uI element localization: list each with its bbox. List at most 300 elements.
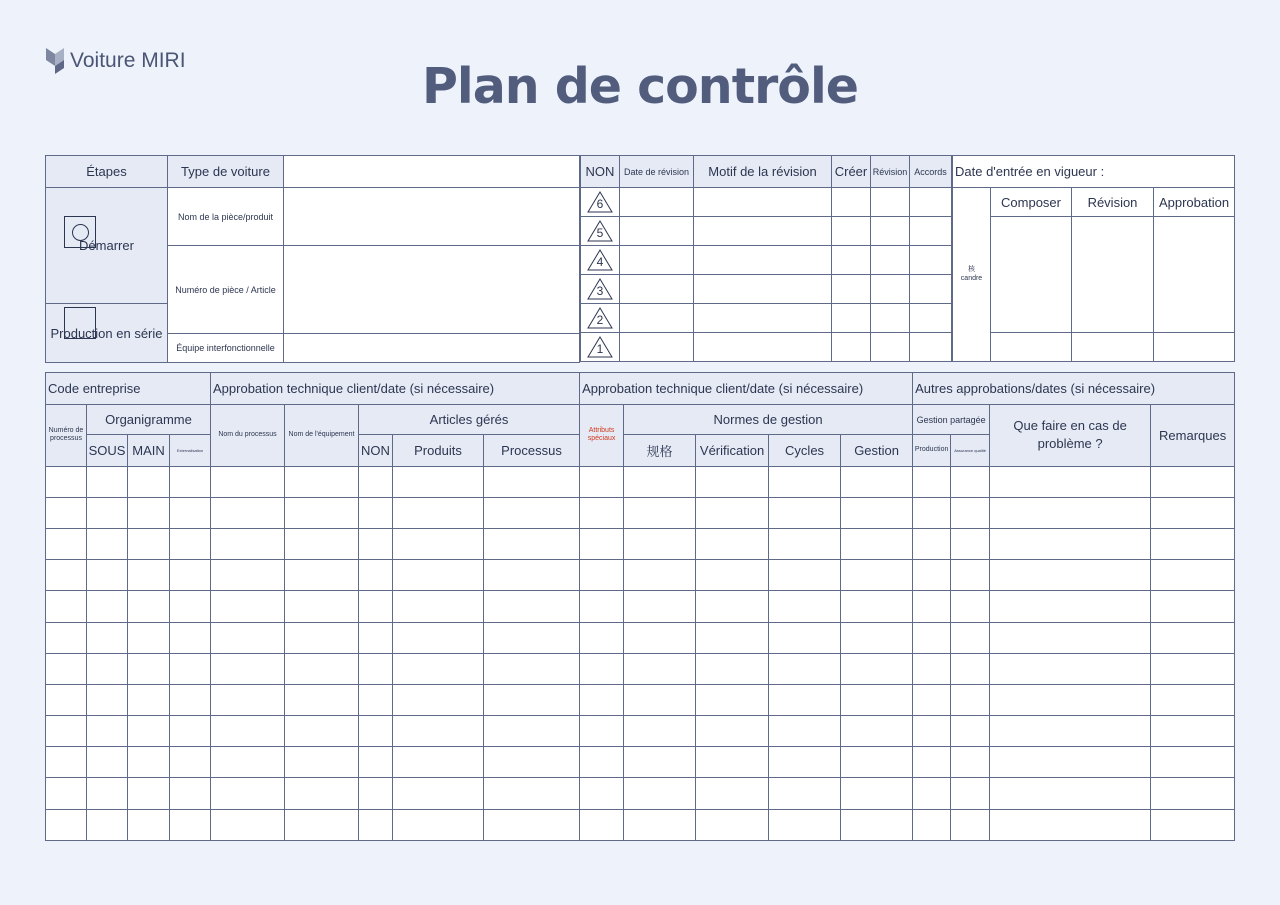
table-cell[interactable] bbox=[580, 684, 624, 715]
table-cell[interactable] bbox=[128, 778, 170, 809]
table-cell[interactable] bbox=[696, 560, 769, 591]
table-cell[interactable] bbox=[211, 778, 285, 809]
table-cell[interactable] bbox=[769, 497, 841, 528]
table-cell[interactable] bbox=[87, 716, 128, 747]
table-cell[interactable] bbox=[46, 747, 87, 778]
table-cell[interactable] bbox=[484, 684, 580, 715]
table-cell[interactable] bbox=[393, 497, 484, 528]
table-cell[interactable] bbox=[696, 528, 769, 559]
triangle-icon bbox=[587, 278, 613, 300]
table-cell[interactable] bbox=[769, 809, 841, 840]
revision-date[interactable] bbox=[1072, 333, 1154, 362]
approval-date[interactable] bbox=[1154, 333, 1235, 362]
table-cell[interactable] bbox=[951, 653, 990, 684]
table-cell[interactable] bbox=[696, 653, 769, 684]
table-cell[interactable] bbox=[484, 466, 580, 497]
table-cell[interactable] bbox=[87, 809, 128, 840]
table-cell[interactable] bbox=[285, 560, 359, 591]
revision-cell[interactable] bbox=[910, 217, 952, 246]
table-cell[interactable] bbox=[87, 684, 128, 715]
revision-cell[interactable] bbox=[694, 217, 832, 246]
table-cell[interactable] bbox=[624, 653, 696, 684]
revision-cell[interactable] bbox=[910, 333, 952, 362]
revision-cell[interactable] bbox=[832, 246, 871, 275]
table-cell[interactable] bbox=[87, 747, 128, 778]
table-cell[interactable] bbox=[128, 747, 170, 778]
step-series-cell bbox=[46, 304, 168, 363]
table-row bbox=[46, 684, 1235, 715]
revision-cell[interactable] bbox=[694, 246, 832, 275]
revision-cell[interactable] bbox=[910, 246, 952, 275]
table-cell[interactable] bbox=[951, 591, 990, 622]
managed-items-header: Articles gérés bbox=[359, 405, 580, 435]
table-cell[interactable] bbox=[951, 497, 990, 528]
table-cell[interactable] bbox=[913, 528, 951, 559]
table-cell[interactable] bbox=[170, 684, 211, 715]
table-cell[interactable] bbox=[696, 466, 769, 497]
table-cell[interactable] bbox=[769, 622, 841, 653]
revision-cell[interactable] bbox=[871, 188, 910, 217]
table-cell[interactable] bbox=[580, 497, 624, 528]
table-cell[interactable] bbox=[624, 497, 696, 528]
table-cell[interactable] bbox=[87, 591, 128, 622]
table-cell[interactable] bbox=[990, 684, 1151, 715]
table-cell[interactable] bbox=[951, 809, 990, 840]
table-cell[interactable] bbox=[951, 684, 990, 715]
revision-cell[interactable] bbox=[694, 275, 832, 304]
car-type-label: Type de voiture bbox=[168, 156, 284, 188]
step-start-cell bbox=[46, 188, 168, 304]
table-cell[interactable] bbox=[87, 653, 128, 684]
table-cell[interactable] bbox=[359, 466, 393, 497]
revision-cell[interactable] bbox=[871, 304, 910, 333]
table-cell[interactable] bbox=[624, 716, 696, 747]
table-cell[interactable] bbox=[393, 528, 484, 559]
table-cell[interactable] bbox=[46, 653, 87, 684]
revision-number-cell bbox=[581, 275, 620, 304]
table-cell[interactable] bbox=[211, 622, 285, 653]
table-cell[interactable] bbox=[913, 747, 951, 778]
table-cell[interactable] bbox=[951, 560, 990, 591]
sous-header: SOUS bbox=[87, 435, 128, 466]
table-cell[interactable] bbox=[46, 716, 87, 747]
revision-number-cell bbox=[581, 333, 620, 362]
revision-cell[interactable] bbox=[620, 188, 694, 217]
table-cell[interactable] bbox=[580, 653, 624, 684]
processes-header: Processus bbox=[484, 435, 580, 466]
revision-cell[interactable] bbox=[871, 275, 910, 304]
table-cell[interactable] bbox=[46, 591, 87, 622]
table-cell[interactable] bbox=[1151, 809, 1235, 840]
table-cell[interactable] bbox=[696, 497, 769, 528]
revision-cell[interactable] bbox=[871, 333, 910, 362]
table-cell[interactable] bbox=[128, 684, 170, 715]
table-cell[interactable] bbox=[87, 528, 128, 559]
table-cell[interactable] bbox=[170, 716, 211, 747]
table-cell[interactable] bbox=[1151, 528, 1235, 559]
table-cell[interactable] bbox=[841, 622, 913, 653]
table-cell[interactable] bbox=[841, 591, 913, 622]
table-cell[interactable] bbox=[484, 591, 580, 622]
table-cell[interactable] bbox=[393, 809, 484, 840]
table-cell[interactable] bbox=[285, 809, 359, 840]
table-cell[interactable] bbox=[211, 591, 285, 622]
table-cell[interactable] bbox=[624, 560, 696, 591]
table-row bbox=[46, 591, 1235, 622]
table-cell[interactable] bbox=[128, 809, 170, 840]
part-number-field[interactable] bbox=[284, 246, 580, 334]
table-cell[interactable] bbox=[128, 528, 170, 559]
table-cell[interactable] bbox=[624, 778, 696, 809]
table-cell[interactable] bbox=[128, 466, 170, 497]
table-row bbox=[46, 778, 1235, 809]
table-cell[interactable] bbox=[1151, 560, 1235, 591]
table-cell[interactable] bbox=[913, 684, 951, 715]
table-cell[interactable] bbox=[359, 591, 393, 622]
table-cell[interactable] bbox=[211, 560, 285, 591]
table-cell[interactable] bbox=[393, 716, 484, 747]
approval-signature[interactable] bbox=[1154, 217, 1235, 333]
table-cell[interactable] bbox=[913, 716, 951, 747]
table-cell[interactable] bbox=[87, 560, 128, 591]
revision-cell[interactable] bbox=[871, 217, 910, 246]
table-cell[interactable] bbox=[46, 560, 87, 591]
table-cell[interactable] bbox=[393, 622, 484, 653]
table-cell[interactable] bbox=[46, 778, 87, 809]
table-cell[interactable] bbox=[484, 560, 580, 591]
table-cell[interactable] bbox=[285, 497, 359, 528]
table-cell[interactable] bbox=[46, 528, 87, 559]
table-cell[interactable] bbox=[696, 591, 769, 622]
table-cell[interactable] bbox=[769, 528, 841, 559]
table-cell[interactable] bbox=[990, 747, 1151, 778]
table-cell[interactable] bbox=[769, 716, 841, 747]
table-cell[interactable] bbox=[393, 747, 484, 778]
revision-cell[interactable] bbox=[832, 304, 871, 333]
page-title: Plan de contrôle bbox=[422, 58, 858, 115]
table-cell[interactable] bbox=[393, 684, 484, 715]
table-cell[interactable] bbox=[211, 497, 285, 528]
table-cell[interactable] bbox=[484, 622, 580, 653]
table-cell[interactable] bbox=[990, 591, 1151, 622]
table-cell[interactable] bbox=[393, 560, 484, 591]
car-type-field[interactable] bbox=[284, 156, 580, 188]
table-cell[interactable] bbox=[624, 591, 696, 622]
table-cell[interactable] bbox=[484, 809, 580, 840]
revision-cell[interactable] bbox=[620, 217, 694, 246]
table-cell[interactable] bbox=[990, 716, 1151, 747]
table-cell[interactable] bbox=[990, 528, 1151, 559]
table-cell[interactable] bbox=[211, 716, 285, 747]
company-code-header: Code entreprise bbox=[46, 373, 211, 405]
table-cell[interactable] bbox=[990, 497, 1151, 528]
table-cell[interactable] bbox=[841, 560, 913, 591]
table-cell[interactable] bbox=[841, 684, 913, 715]
table-cell[interactable] bbox=[580, 560, 624, 591]
table-cell[interactable] bbox=[990, 466, 1151, 497]
table-cell[interactable] bbox=[46, 497, 87, 528]
table-row bbox=[46, 747, 1235, 778]
table-cell[interactable] bbox=[359, 684, 393, 715]
table-cell[interactable] bbox=[285, 716, 359, 747]
revision-cell[interactable] bbox=[620, 304, 694, 333]
table-cell[interactable] bbox=[580, 466, 624, 497]
table-cell[interactable] bbox=[211, 747, 285, 778]
table-cell[interactable] bbox=[484, 747, 580, 778]
revision-row bbox=[581, 275, 952, 304]
table-cell[interactable] bbox=[1151, 466, 1235, 497]
revision-cell[interactable] bbox=[910, 304, 952, 333]
table-cell[interactable] bbox=[1151, 497, 1235, 528]
revision-number: 4 bbox=[596, 255, 604, 269]
table-cell[interactable] bbox=[624, 466, 696, 497]
table-cell[interactable] bbox=[624, 684, 696, 715]
checkbox-start[interactable] bbox=[64, 216, 96, 248]
table-cell[interactable] bbox=[211, 653, 285, 684]
table-cell[interactable] bbox=[359, 809, 393, 840]
table-cell[interactable] bbox=[128, 497, 170, 528]
table-cell[interactable] bbox=[128, 622, 170, 653]
table-cell[interactable] bbox=[170, 778, 211, 809]
verification-header: Vérification bbox=[696, 435, 769, 466]
table-cell[interactable] bbox=[769, 747, 841, 778]
table-cell[interactable] bbox=[285, 653, 359, 684]
tech-approval-header-1: Approbation technique client/date (si nécessaire) bbox=[211, 373, 580, 405]
table-cell[interactable] bbox=[769, 684, 841, 715]
table-cell[interactable] bbox=[170, 466, 211, 497]
table-cell[interactable] bbox=[624, 747, 696, 778]
compose-date[interactable] bbox=[991, 333, 1072, 362]
brand-name: Voiture MIRI bbox=[70, 49, 186, 72]
table-cell[interactable] bbox=[285, 684, 359, 715]
table-cell[interactable] bbox=[841, 466, 913, 497]
revision-cell[interactable] bbox=[694, 188, 832, 217]
table-cell[interactable] bbox=[359, 622, 393, 653]
revision-number-cell bbox=[581, 304, 620, 333]
quality-header: Assurance qualité bbox=[951, 435, 990, 466]
revision-cell[interactable] bbox=[694, 304, 832, 333]
part-name-field[interactable] bbox=[284, 188, 580, 246]
table-cell[interactable] bbox=[913, 653, 951, 684]
revision-cell[interactable] bbox=[910, 188, 952, 217]
revision-cell[interactable] bbox=[620, 275, 694, 304]
table-cell[interactable] bbox=[87, 622, 128, 653]
table-cell[interactable] bbox=[769, 591, 841, 622]
table-cell[interactable] bbox=[484, 528, 580, 559]
revision-cell[interactable] bbox=[871, 246, 910, 275]
table-cell[interactable] bbox=[841, 747, 913, 778]
table-cell[interactable] bbox=[913, 622, 951, 653]
part-name-label: Nom de la pièce/produit bbox=[168, 188, 284, 246]
table-cell[interactable] bbox=[87, 778, 128, 809]
revision-row bbox=[581, 333, 952, 362]
table-cell[interactable] bbox=[285, 591, 359, 622]
table-cell[interactable] bbox=[359, 528, 393, 559]
table-cell[interactable] bbox=[1151, 716, 1235, 747]
table-row bbox=[46, 653, 1235, 684]
table-cell[interactable] bbox=[285, 528, 359, 559]
table-cell[interactable] bbox=[841, 778, 913, 809]
table-cell[interactable] bbox=[211, 466, 285, 497]
table-cell[interactable] bbox=[913, 778, 951, 809]
revision-signature[interactable] bbox=[1072, 217, 1154, 333]
revision-number-cell bbox=[581, 217, 620, 246]
org-chart-header: Organigramme bbox=[87, 405, 211, 435]
table-cell[interactable] bbox=[359, 497, 393, 528]
table-cell[interactable] bbox=[990, 809, 1151, 840]
table-cell[interactable] bbox=[841, 809, 913, 840]
table-cell[interactable] bbox=[696, 747, 769, 778]
table-cell[interactable] bbox=[285, 622, 359, 653]
table-cell[interactable] bbox=[624, 622, 696, 653]
table-cell[interactable] bbox=[696, 809, 769, 840]
table-cell[interactable] bbox=[484, 497, 580, 528]
table-cell[interactable] bbox=[87, 466, 128, 497]
table-cell[interactable] bbox=[393, 778, 484, 809]
table-cell[interactable] bbox=[990, 560, 1151, 591]
table-cell[interactable] bbox=[580, 622, 624, 653]
table-cell[interactable] bbox=[990, 622, 1151, 653]
revision-cell[interactable] bbox=[832, 188, 871, 217]
table-cell[interactable] bbox=[580, 809, 624, 840]
table-cell[interactable] bbox=[285, 747, 359, 778]
table-cell[interactable] bbox=[580, 778, 624, 809]
table-cell[interactable] bbox=[841, 528, 913, 559]
table-cell[interactable] bbox=[1151, 778, 1235, 809]
table-cell[interactable] bbox=[769, 778, 841, 809]
checkbox-series[interactable] bbox=[64, 307, 96, 339]
table-cell[interactable] bbox=[170, 528, 211, 559]
table-cell[interactable] bbox=[170, 622, 211, 653]
table-cell[interactable] bbox=[170, 653, 211, 684]
table-cell[interactable] bbox=[128, 591, 170, 622]
table-cell[interactable] bbox=[128, 653, 170, 684]
revision-cell[interactable] bbox=[694, 333, 832, 362]
table-cell[interactable] bbox=[696, 778, 769, 809]
table-cell[interactable] bbox=[913, 560, 951, 591]
table-cell[interactable] bbox=[484, 716, 580, 747]
table-cell[interactable] bbox=[580, 716, 624, 747]
table-cell[interactable] bbox=[1151, 653, 1235, 684]
table-cell[interactable] bbox=[1151, 622, 1235, 653]
triangle-icon bbox=[587, 220, 613, 242]
table-cell[interactable] bbox=[393, 653, 484, 684]
table-cell[interactable] bbox=[769, 466, 841, 497]
table-cell[interactable] bbox=[1151, 591, 1235, 622]
special-attributes-header: Attributs spéciaux bbox=[580, 405, 624, 466]
table-cell[interactable] bbox=[359, 778, 393, 809]
table-cell[interactable] bbox=[211, 528, 285, 559]
table-row bbox=[46, 466, 1235, 497]
table-cell[interactable] bbox=[580, 747, 624, 778]
products-header: Produits bbox=[393, 435, 484, 466]
table-row bbox=[46, 622, 1235, 653]
table-cell[interactable] bbox=[170, 497, 211, 528]
externalisation-header: Externalisation bbox=[170, 435, 211, 466]
table-cell[interactable] bbox=[87, 497, 128, 528]
table-cell[interactable] bbox=[359, 747, 393, 778]
table-cell[interactable] bbox=[170, 591, 211, 622]
step-start-label: Démarrer bbox=[79, 238, 134, 253]
table-cell[interactable] bbox=[913, 809, 951, 840]
table-cell[interactable] bbox=[696, 716, 769, 747]
revision-cell[interactable] bbox=[832, 333, 871, 362]
table-cell[interactable] bbox=[990, 653, 1151, 684]
process-number-header: Numéro de processus bbox=[46, 405, 87, 466]
table-cell[interactable] bbox=[211, 684, 285, 715]
table-cell[interactable] bbox=[170, 560, 211, 591]
table-cell[interactable] bbox=[359, 653, 393, 684]
table-cell[interactable] bbox=[951, 622, 990, 653]
compose-signature[interactable] bbox=[991, 217, 1072, 333]
table-cell[interactable] bbox=[951, 466, 990, 497]
table-cell[interactable] bbox=[484, 778, 580, 809]
table-cell[interactable] bbox=[951, 778, 990, 809]
table-cell[interactable] bbox=[285, 466, 359, 497]
table-cell[interactable] bbox=[285, 778, 359, 809]
table-cell[interactable] bbox=[393, 591, 484, 622]
table-cell[interactable] bbox=[841, 716, 913, 747]
table-cell[interactable] bbox=[1151, 684, 1235, 715]
table-cell[interactable] bbox=[580, 528, 624, 559]
table-cell[interactable] bbox=[624, 809, 696, 840]
table-cell[interactable] bbox=[951, 747, 990, 778]
revision-cell[interactable] bbox=[832, 275, 871, 304]
tech-approval-header-2: Approbation technique client/date (si nécessaire) bbox=[580, 373, 913, 405]
table-cell[interactable] bbox=[990, 778, 1151, 809]
table-cell[interactable] bbox=[170, 809, 211, 840]
table-cell[interactable] bbox=[46, 684, 87, 715]
table-cell[interactable] bbox=[624, 528, 696, 559]
table-cell[interactable] bbox=[913, 466, 951, 497]
table-cell[interactable] bbox=[359, 560, 393, 591]
table-cell[interactable] bbox=[393, 466, 484, 497]
table-cell[interactable] bbox=[170, 747, 211, 778]
table-cell[interactable] bbox=[211, 809, 285, 840]
main-table bbox=[45, 372, 1235, 841]
table-cell[interactable] bbox=[696, 684, 769, 715]
team-field[interactable] bbox=[284, 334, 580, 363]
revision-row bbox=[581, 246, 952, 275]
table-cell[interactable] bbox=[841, 653, 913, 684]
revision-cell[interactable] bbox=[620, 246, 694, 275]
table-cell[interactable] bbox=[46, 809, 87, 840]
table-cell[interactable] bbox=[46, 466, 87, 497]
table-cell[interactable] bbox=[46, 622, 87, 653]
revision-cell[interactable] bbox=[832, 217, 871, 246]
table-row bbox=[46, 528, 1235, 559]
table-cell[interactable] bbox=[580, 591, 624, 622]
table-cell[interactable] bbox=[696, 622, 769, 653]
table-cell[interactable] bbox=[913, 497, 951, 528]
table-cell[interactable] bbox=[841, 497, 913, 528]
table-cell[interactable] bbox=[769, 653, 841, 684]
table-cell[interactable] bbox=[951, 528, 990, 559]
rev-date-header: Date de révision bbox=[620, 156, 694, 188]
revision-cell[interactable] bbox=[910, 275, 952, 304]
table-cell[interactable] bbox=[484, 653, 580, 684]
step-series-label: Production en série bbox=[50, 325, 163, 341]
table-cell[interactable] bbox=[128, 716, 170, 747]
table-cell[interactable] bbox=[128, 560, 170, 591]
revision-cell[interactable] bbox=[620, 333, 694, 362]
table-cell[interactable] bbox=[913, 591, 951, 622]
table-cell[interactable] bbox=[769, 560, 841, 591]
table-row bbox=[46, 716, 1235, 747]
table-cell[interactable] bbox=[951, 716, 990, 747]
table-cell[interactable] bbox=[1151, 747, 1235, 778]
table-cell[interactable] bbox=[359, 716, 393, 747]
